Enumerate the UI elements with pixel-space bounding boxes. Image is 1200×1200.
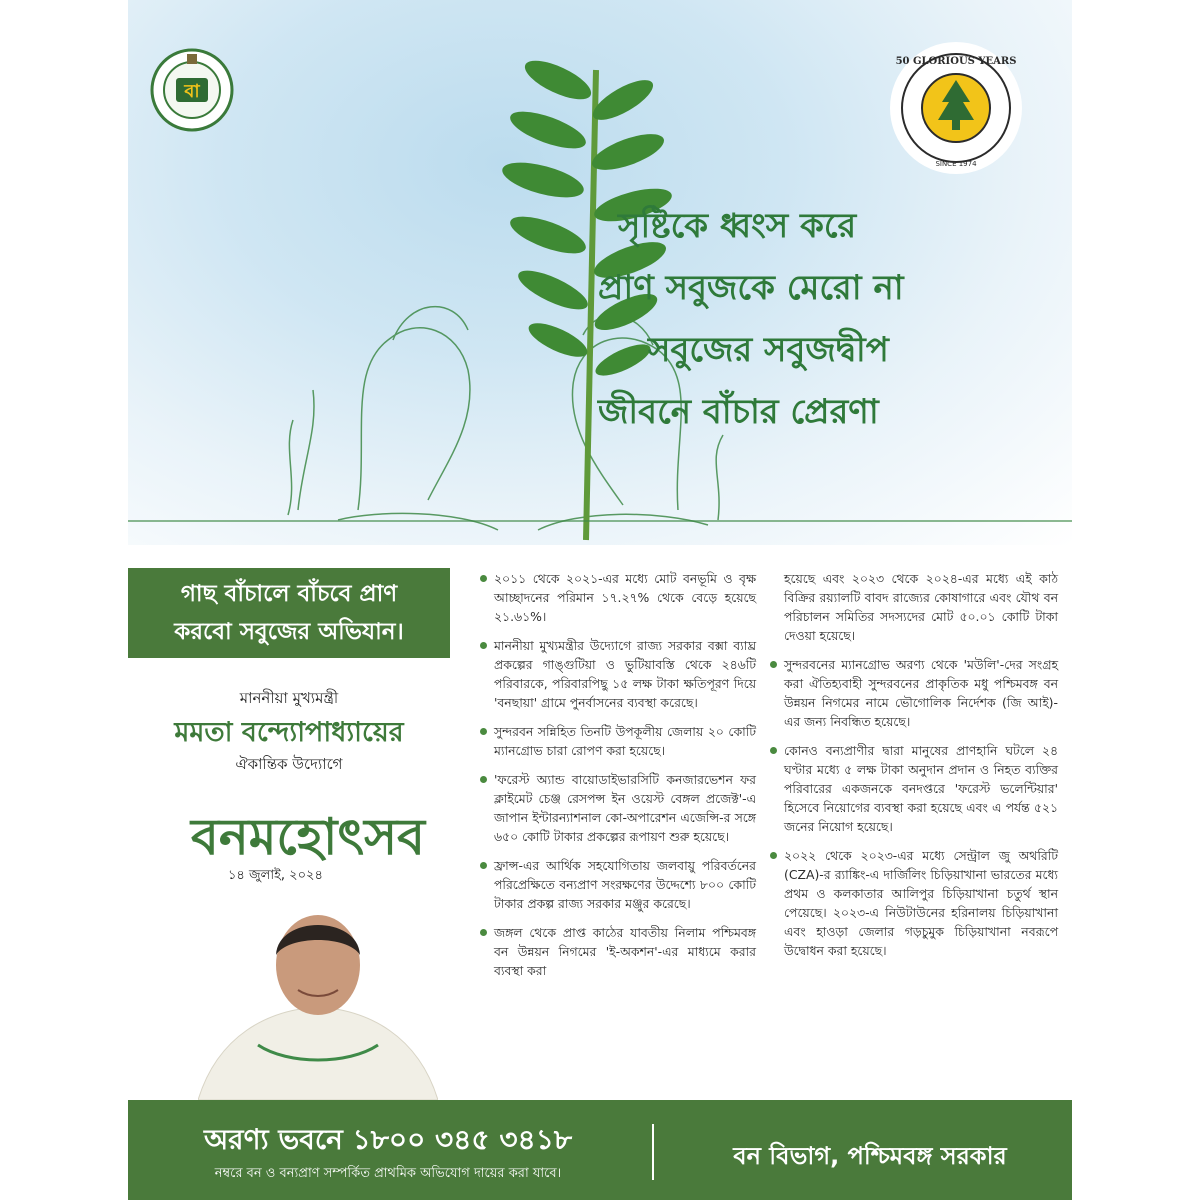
bullet-item: ২০২২ থেকে ২০২৩-এর মধ্যে সেন্ট্রাল জু অথরিটি (CZA)-র র‍্যাঙ্কিং-এ দার্জিলিং চিড়িয়াখানা ভারতের মধ্যে প্রথম ও কলকাতার আলিপুর চিড়িয়াখানা চতুর্থ স্থান পেয়েছে। ২০২৩-এ নিউটাউনের হরিনালয় চিড়িয়াখানা এবং হাওড়া জেলার গড়চুমুক চিড়িয়াখানা নবরূপে উদ্বোধন করা হয়েছে। bbox=[768, 846, 1058, 960]
banner-line-2: করবো সবুজের অভিযান। bbox=[174, 619, 404, 645]
cm-title: মাননীয়া মুখ্যমন্ত্রী bbox=[239, 689, 339, 707]
event-title: বনমহোৎসব bbox=[191, 807, 425, 866]
wbfdc-logo bbox=[888, 40, 1024, 176]
slogan-line-3: সবুজের সবুজদ্বীপ bbox=[648, 330, 889, 370]
svg-text:50 GLORIOUS YEARS: 50 GLORIOUS YEARS bbox=[895, 56, 1017, 67]
cm-subtitle: ঐকান্তিক উদ্যোগে bbox=[235, 755, 343, 773]
banner-line-1: গাছ বাঁচালে বাঁচবে প্রাণ bbox=[180, 581, 398, 607]
department-name: বন বিভাগ, পশ্চিমবঙ্গ সরকার bbox=[733, 1142, 1007, 1170]
chief-minister-portrait bbox=[198, 895, 438, 1100]
bullet-item: সুন্দরবনের ম্যানগ্রোভ অরণ্য থেকে 'মউলি'-দের সংগ্রহ করা ঐতিহ্যবাহী সুন্দরবনের প্রাকৃতিক মধু পশ্চিমবঙ্গ বন উন্নয়ন নিগমের নামে ভৌগোলিক নির্দেশক (জি আই)-এর জন্য নিবন্ধিত হয়েছে। bbox=[768, 655, 1058, 731]
bullet-item: ফ্রান্স-এর আর্থিক সহযোগিতায় জলবায়ু পরিবর্তনের পরিপ্রেক্ষিতে বন্যপ্রাণ সংরক্ষণের উদ্দেশ্যে ৮০০ কোটি টাকার প্রকল্প রাজ্য সরকার মঞ্জুর করেছে। bbox=[478, 856, 756, 913]
slogan bbox=[598, 195, 1018, 443]
bullet-item: ২০১১ থেকে ২০২১-এর মধ্যে মোট বনভূমি ও বৃক্ষ আচ্ছাদনের পরিমান ১৭.২৭% থেকে বেড়ে হয়েছে ২১.৬১%। bbox=[478, 569, 756, 626]
svg-text:SINCE 1974: SINCE 1974 bbox=[935, 160, 977, 168]
bullet-item: জঙ্গল থেকে প্রাপ্ত কাঠের যাবতীয় নিলাম পশ্চিমবঙ্গ বন উন্নয়ন নিগমের 'ই-অকশন'-এর মাধ্যমে করার ব্যবস্থা করা bbox=[478, 923, 756, 980]
bullet-continuation: হয়েছে এবং ২০২৩ থেকে ২০২৪-এর মধ্যে এই কাঠ বিক্রির রয়্যালটি বাবদ রাজ্যের কোষাগারে এবং যৌথ বন পরিচালন সমিতির সদস্যদের মোট ৫০.০১ কোটি টাকা দেওয়া হয়েছে। bbox=[784, 571, 1058, 643]
ground-line bbox=[128, 520, 1072, 522]
footer-divider bbox=[652, 1124, 654, 1180]
helpline-number: অরণ্য ভবনে ১৮০০ ৩৪৫ ৩৪১৮ bbox=[203, 1123, 573, 1156]
cm-name: মমতা বন্দ্যোপাধ্যায়ের bbox=[174, 717, 404, 748]
slogan-line-1: সৃষ্টিকে ধ্বংস করে bbox=[618, 206, 857, 246]
slogan-line-4: জীবনে বাঁচার প্রেরণা bbox=[598, 392, 879, 432]
poster bbox=[128, 0, 1072, 1200]
bullet-item: 'ফরেস্ট অ্যান্ড বায়োডাইভারসিটি কনজারভেশন ফর ক্লাইমেট চেঞ্জ রেসপন্স ইন ওয়েস্ট বেঙ্গল প্রজেক্ট'-এ জাপান ইন্টারন্যাশনাল কো-অপারেশন এজেন্সি-র সঙ্গে ৬৫০ কোটি টাকার প্রকল্পের রূপায়ণ শুরু হয়েছে। bbox=[478, 770, 756, 846]
bullet-item: মাননীয়া মুখ্যমন্ত্রীর উদ্যোগে রাজ্য সরকার বক্সা ব্যাঘ্র প্রকল্পের গাঙ্গুটিয়া ও ভুটিয়াবস্তি থেকে ২৪৬টি পরিবারকে, পরিবারপিছু ১৫ লক্ষ টাকা ক্ষতিপূরণ দিয়ে 'বনছায়া' গ্রামে পুনর্বাসনের ব্যবস্থা করেছে। bbox=[478, 636, 756, 712]
hero-section bbox=[128, 0, 1072, 545]
govt-emblem-logo bbox=[150, 48, 234, 132]
bullet-item: কোনও বন্যপ্রাণীর দ্বারা মানুষের প্রাণহানি ঘটলে ২৪ ঘণ্টার মধ্যে ৫ লক্ষ টাকা অনুদান প্রদান ও নিহত ব্যক্তির পরিবারের একজনকে বনদপ্তরে 'ফরেস্ট ভলেন্টিয়ার' হিসেবে নিয়োগের ব্যবস্থা করা হয়েছে এবং এ পর্যন্ত ৫২১ জনের নিয়োগ হয়েছে। bbox=[768, 741, 1058, 836]
campaign-banner bbox=[128, 568, 450, 658]
achievements-column-2 bbox=[768, 569, 1058, 970]
bullet-item: সুন্দরবন সন্নিহিত তিনটি উপকূলীয় জেলায় ২০ কোটি ম্যানগ্রোভ চারা রোপণ করা হয়েছে। bbox=[478, 722, 756, 760]
event-date: ১৪ জুলাই, ২০২৪ bbox=[228, 868, 323, 883]
footer bbox=[128, 1100, 1072, 1200]
helpline-note: নম্বরে বন ও বন্যপ্রাণ সম্পর্কিত প্রাথমিক অভিযোগ দায়ের করা যাবে। bbox=[214, 1166, 562, 1181]
slogan-line-2: প্রাণ সবুজকে মেরো না bbox=[598, 268, 904, 308]
achievements-column-1 bbox=[478, 569, 756, 990]
svg-text:বা: বা bbox=[184, 81, 200, 102]
